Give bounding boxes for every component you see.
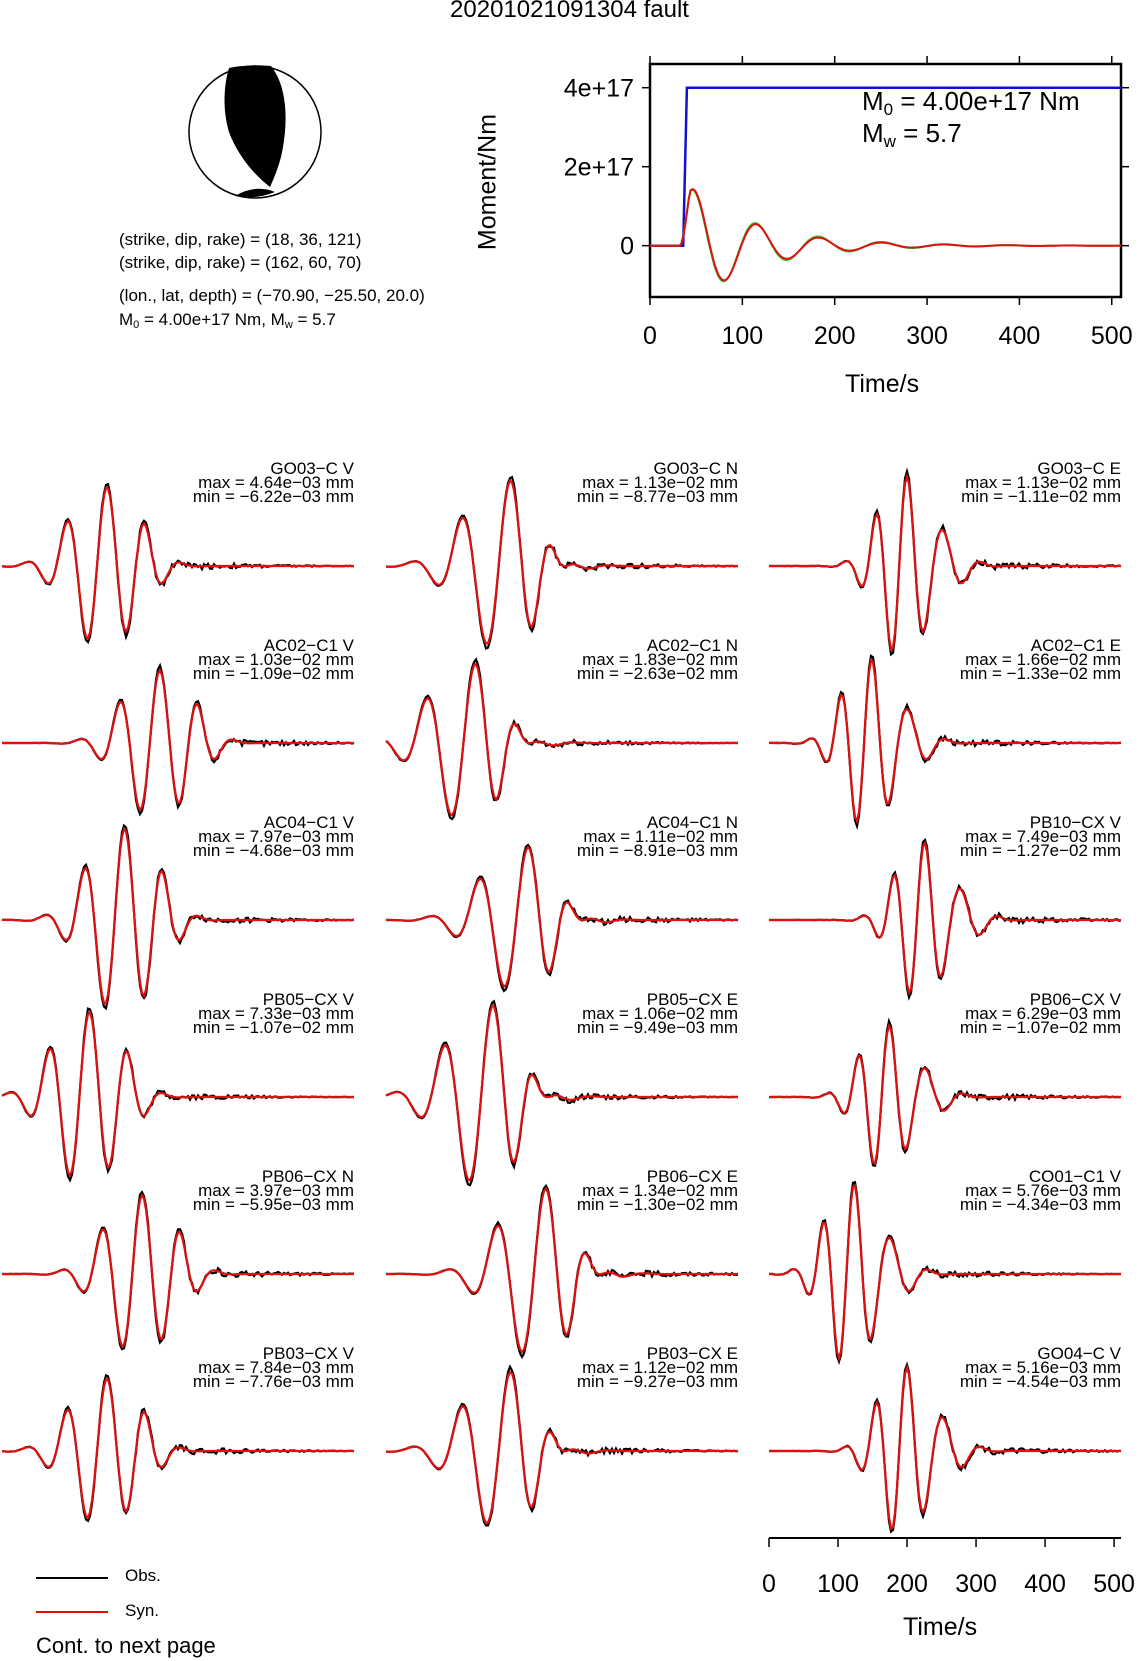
trace-min-label: min = −6.22e−03 mm [192, 487, 354, 506]
observed-trace [769, 840, 1121, 997]
trace-max-label: max = 1.06e−02 mm [582, 1004, 738, 1023]
moment-x-axis-label: Time/s [845, 370, 920, 398]
trace-max-label: max = 1.13e−02 mm [582, 473, 738, 492]
waveform-x-axis-label: Time/s [903, 1613, 978, 1641]
synthetic-trace [769, 1368, 1121, 1529]
trace-station-label: PB06−CX V [1029, 990, 1121, 1009]
trace-panel [2, 459, 355, 642]
trace-station-label: PB06−CX E [646, 1167, 738, 1186]
synthetic-trace [769, 843, 1121, 992]
trace-panel [386, 813, 738, 991]
trace-station-label: AC02−C1 E [1030, 636, 1121, 655]
source-function-red [650, 189, 1121, 280]
trace-max-label: max = 5.16e−03 mm [965, 1358, 1121, 1377]
observed-trace [2, 1192, 354, 1349]
trace-min-label: min = −4.68e−03 mm [192, 841, 354, 860]
trace-max-label: max = 7.97e−03 mm [198, 827, 354, 846]
legend-syn-label: Syn. [125, 1601, 160, 1620]
moment-magnitude-text: $M_0 = 4.00e+17$ Nm, $M_w = 5.7$ [119, 310, 336, 331]
trace-min-label: min = −4.34e−03 mm [959, 1195, 1121, 1214]
synthetic-trace [386, 664, 738, 815]
synthetic-trace [769, 661, 1121, 822]
trace-min-label: min = −1.07e−02 mm [192, 1018, 354, 1037]
nodal-plane-2-text: (strike, dip, rake) = (162, 60, 70) [119, 253, 362, 272]
page-title: 20201021091304 fault [450, 0, 689, 23]
trace-panel [386, 990, 738, 1185]
trace-max-label: max = 5.76e−03 mm [965, 1181, 1121, 1200]
waveform-x-tick-label: 400 [1024, 1570, 1066, 1598]
synthetic-trace [2, 1195, 354, 1346]
trace-station-label: AC04−C1 V [263, 813, 354, 832]
trace-min-label: min = −9.27e−03 mm [576, 1372, 738, 1391]
trace-panel [386, 1344, 738, 1526]
observed-trace [2, 666, 354, 815]
trace-max-label: max = 1.11e−02 mm [583, 827, 738, 846]
moment-x-tick-label: 100 [721, 322, 764, 350]
trace-panel [2, 990, 355, 1180]
trace-min-label: min = −2.63e−02 mm [576, 664, 738, 683]
trace-min-label: min = −5.95e−03 mm [192, 1195, 354, 1214]
trace-station-label: GO03−C V [270, 459, 354, 478]
trace-panel [2, 813, 355, 1008]
moment-rate-chart [0, 0, 1139, 420]
m0-annotation: $M_0 = 4.00e+17$ Nm [862, 86, 1080, 119]
mw-annotation: $M_w = 5.7$ [862, 118, 962, 151]
trace-max-label: max = 1.66e−02 mm [965, 650, 1121, 669]
trace-max-label: max = 7.84e−03 mm [198, 1358, 354, 1377]
trace-panel [2, 1344, 355, 1521]
trace-station-label: GO03−C E [1037, 459, 1121, 478]
trace-max-label: max = 1.83e−02 mm [582, 650, 738, 669]
synthetic-trace [386, 1372, 738, 1523]
moment-y-tick-label: 4e+17 [563, 74, 634, 103]
trace-station-label: AC04−C1 N [646, 813, 738, 832]
trace-min-label: min = −1.33e−02 mm [959, 664, 1121, 683]
trace-max-label: max = 1.03e−02 mm [198, 650, 354, 669]
legend-obs-label: Obs. [125, 1566, 161, 1585]
trace-min-label: min = −1.09e−02 mm [192, 664, 354, 683]
trace-panel [386, 1167, 738, 1357]
trace-panel [769, 459, 1121, 654]
legend-obs-swatch [36, 1577, 108, 1579]
trace-panel [2, 1167, 354, 1349]
trace-max-label: max = 7.49e−03 mm [965, 827, 1121, 846]
waveform-x-tick-label: 300 [955, 1570, 997, 1598]
trace-station-label: AC02−C1 V [263, 636, 354, 655]
waveform-x-tick-label: 500 [1093, 1570, 1135, 1598]
moment-x-tick-label: 500 [1090, 322, 1133, 350]
trace-max-label: max = 4.64e−03 mm [198, 473, 354, 492]
trace-min-label: min = −8.91e−03 mm [576, 841, 738, 860]
trace-min-label: min = −4.54e−03 mm [959, 1372, 1121, 1391]
location-text: (lon., lat, depth) = (−70.90, −25.50, 20.0) [119, 286, 425, 305]
synthetic-trace [2, 671, 354, 810]
trace-panel [769, 813, 1122, 997]
trace-min-label: min = −1.30e−02 mm [576, 1195, 738, 1214]
waveform-x-tick-label: 200 [886, 1570, 928, 1598]
moment-x-tick-label: 300 [906, 322, 948, 350]
trace-station-label: GO04−C V [1037, 1344, 1121, 1363]
moment-y-tick-label: 2e+17 [563, 153, 634, 182]
trace-panel [769, 990, 1122, 1166]
moment-x-tick-label: 200 [813, 322, 856, 350]
trace-min-label: min = −8.77e−03 mm [576, 487, 738, 506]
trace-station-label: PB05−CX V [262, 990, 354, 1009]
waveform-x-tick-label: 0 [762, 1570, 776, 1598]
trace-station-label: CO01−C1 V [1028, 1167, 1121, 1186]
trace-max-label: max = 1.34e−02 mm [582, 1181, 738, 1200]
observed-trace [769, 1021, 1121, 1165]
trace-min-label: min = −1.27e−02 mm [959, 841, 1121, 860]
trace-panel [386, 636, 738, 819]
legend-syn-swatch [36, 1611, 108, 1613]
trace-max-label: max = 7.33e−03 mm [198, 1004, 354, 1023]
source-function-green [650, 190, 1121, 282]
trace-panel [769, 636, 1121, 826]
trace-station-label: PB06−CX N [261, 1167, 354, 1186]
moment-y-tick-label: 0 [620, 232, 634, 261]
trace-min-label: min = −1.11e−02 mm [961, 487, 1121, 506]
nodal-plane-1-text: (strike, dip, rake) = (18, 36, 121) [119, 230, 362, 249]
trace-station-label: GO03−C N [653, 459, 738, 478]
waveform-x-tick-label: 100 [817, 1570, 859, 1598]
trace-panel [386, 459, 738, 649]
trace-max-label: max = 3.97e−03 mm [198, 1181, 354, 1200]
trace-station-label: PB03−CX V [262, 1344, 354, 1363]
trace-station-label: PB03−CX E [646, 1344, 738, 1363]
trace-panel [2, 636, 355, 814]
trace-max-label: max = 1.12e−02 mm [582, 1358, 738, 1377]
trace-station-label: AC02−C1 N [646, 636, 738, 655]
trace-panel [769, 1167, 1122, 1361]
trace-min-label: min = −1.07e−02 mm [959, 1018, 1121, 1037]
trace-panel [769, 1344, 1122, 1532]
moment-x-tick-label: 400 [998, 322, 1041, 350]
trace-station-label: PB05−CX E [646, 990, 738, 1009]
trace-station-label: PB10−CX V [1029, 813, 1121, 832]
synthetic-trace [2, 1379, 354, 1517]
trace-max-label: max = 1.13e−02 mm [965, 473, 1121, 492]
continue-text: Cont. to next page [36, 1633, 216, 1658]
trace-min-label: min = −9.49e−03 mm [576, 1018, 738, 1037]
trace-min-label: min = −7.76e−03 mm [192, 1372, 354, 1391]
moment-y-axis-label: Moment/Nm [473, 113, 502, 251]
trace-max-label: max = 6.29e−03 mm [965, 1004, 1121, 1023]
moment-x-tick-label: 0 [643, 322, 657, 350]
synthetic-trace [2, 488, 354, 638]
